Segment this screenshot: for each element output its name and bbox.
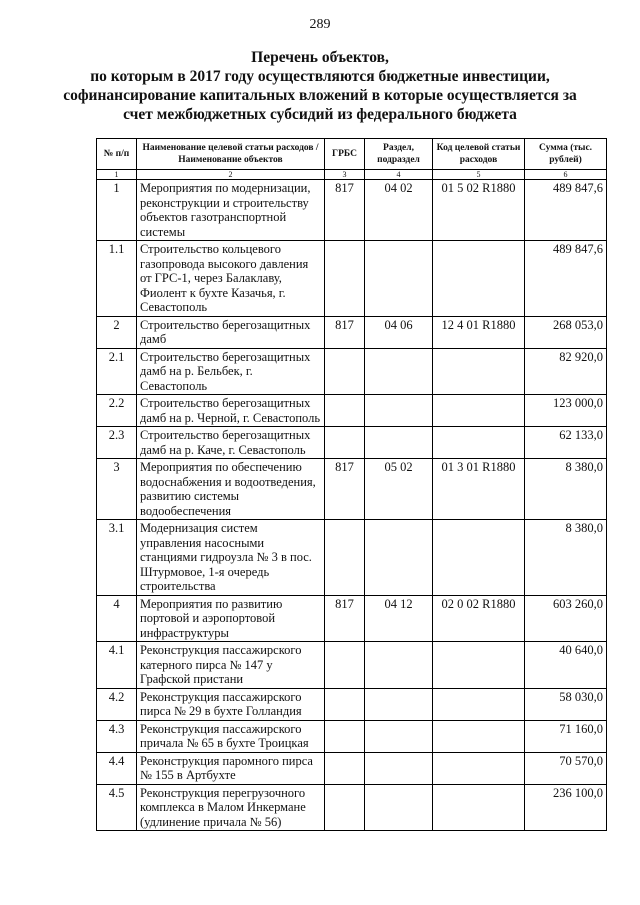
sum-value: 603 260,0 (525, 595, 607, 642)
section-code: 04 12 (365, 595, 433, 642)
table-row (97, 784, 607, 831)
table-row (97, 642, 607, 689)
table-row (97, 180, 607, 241)
page-number: 289 (309, 17, 331, 32)
objects-table (96, 138, 607, 831)
grbs-code (325, 784, 365, 831)
object-name: Реконструкция перегрузочного комплекса в Малом Инкермане (удлинение причала № 56) (137, 784, 325, 831)
grbs-code (325, 688, 365, 720)
section-code (365, 427, 433, 459)
sum-value: 489 847,6 (525, 180, 607, 241)
sum-value: 62 133,0 (525, 427, 607, 459)
row-number: 2.1 (97, 348, 137, 395)
row-number: 4.3 (97, 720, 137, 752)
section-code (365, 520, 433, 596)
object-name: Модернизация систем управления насосными станциями гидроузла № 3 в пос. Штурмовое, 1-я очередь строительства (137, 520, 325, 596)
table-header-row (97, 139, 607, 170)
sum-value: 268 053,0 (525, 316, 607, 348)
grbs-code: 817 (325, 459, 365, 520)
object-name: Мероприятия по развитию портовой и аэропортовой инфраструктуры (137, 595, 325, 642)
header-section: Раздел, подраздел (365, 139, 433, 170)
row-number: 4.1 (97, 642, 137, 689)
object-name: Строительство берегозащитных дамб на р. Бельбек, г. Севастополь (137, 348, 325, 395)
section-code (365, 720, 433, 752)
section-code (365, 395, 433, 427)
grbs-code (325, 395, 365, 427)
target-code (433, 642, 525, 689)
sum-value: 8 380,0 (525, 520, 607, 596)
column-number: 6 (525, 170, 607, 180)
sum-value: 58 030,0 (525, 688, 607, 720)
target-code (433, 688, 525, 720)
sum-value: 71 160,0 (525, 720, 607, 752)
target-code (433, 752, 525, 784)
row-number: 4 (97, 595, 137, 642)
row-number: 4.4 (97, 752, 137, 784)
grbs-code (325, 752, 365, 784)
target-code: 02 0 02 R1880 (433, 595, 525, 642)
object-name: Реконструкция паромного пирса № 155 в Артбухте (137, 752, 325, 784)
grbs-code: 817 (325, 316, 365, 348)
grbs-code (325, 427, 365, 459)
title-line-2: по которым в 2017 году осуществляются бюджетные инвестиции, (90, 68, 550, 85)
sum-value: 70 570,0 (525, 752, 607, 784)
column-number: 5 (433, 170, 525, 180)
header-grbs: ГРБС (325, 139, 365, 170)
grbs-code: 817 (325, 595, 365, 642)
sum-value: 123 000,0 (525, 395, 607, 427)
target-code (433, 520, 525, 596)
target-code: 01 3 01 R1880 (433, 459, 525, 520)
object-name: Мероприятия по обеспечению водоснабжения и водоотведения, развитию системы водообеспечения (137, 459, 325, 520)
title-line-1: Перечень объектов, (251, 49, 389, 66)
table-row (97, 720, 607, 752)
target-code (433, 720, 525, 752)
table-row (97, 688, 607, 720)
object-name: Строительство берегозащитных дамб на р. Черной, г. Севастополь (137, 395, 325, 427)
column-number: 1 (97, 170, 137, 180)
grbs-code (325, 520, 365, 596)
object-name: Мероприятия по модернизации, реконструкции и строительству объектов газотранспортной системы (137, 180, 325, 241)
table-row (97, 752, 607, 784)
sum-value: 489 847,6 (525, 241, 607, 317)
target-code (433, 784, 525, 831)
table-row (97, 395, 607, 427)
table-row (97, 241, 607, 317)
header-name: Наименование целевой статьи расходов / Наименование объектов (137, 139, 325, 170)
section-code: 05 02 (365, 459, 433, 520)
section-code: 04 06 (365, 316, 433, 348)
object-name: Строительство берегозащитных дамб на р. Каче, г. Севастополь (137, 427, 325, 459)
grbs-code (325, 720, 365, 752)
row-number: 4.5 (97, 784, 137, 831)
column-number: 3 (325, 170, 365, 180)
sum-value: 82 920,0 (525, 348, 607, 395)
sum-value: 40 640,0 (525, 642, 607, 689)
header-code: Код целевой статьи расходов (433, 139, 525, 170)
section-code (365, 348, 433, 395)
object-name: Строительство берегозащитных дамб (137, 316, 325, 348)
object-name: Реконструкция пассажирского пирса № 29 в бухте Голландия (137, 688, 325, 720)
row-number: 2.3 (97, 427, 137, 459)
object-name: Строительство кольцевого газопровода высокого давления от ГРС-1, через Балаклаву, Фиолент к бухте Казачья, г. Севастополь (137, 241, 325, 317)
header-sum: Сумма (тыс. рублей) (525, 139, 607, 170)
document-title (60, 48, 580, 124)
row-number: 4.2 (97, 688, 137, 720)
table-row (97, 427, 607, 459)
section-code (365, 642, 433, 689)
sum-value: 8 380,0 (525, 459, 607, 520)
table-row (97, 520, 607, 596)
object-name: Реконструкция пассажирского причала № 65 в бухте Троицкая (137, 720, 325, 752)
row-number: 2.2 (97, 395, 137, 427)
object-name: Реконструкция пассажирского катерного пирса № 147 у Графской пристани (137, 642, 325, 689)
target-code (433, 348, 525, 395)
column-numbers-row (97, 170, 607, 180)
table-row (97, 459, 607, 520)
section-code (365, 784, 433, 831)
target-code (433, 395, 525, 427)
row-number: 1 (97, 180, 137, 241)
title-line-3: софинансирование капитальных вложений в которые осуществляется за (63, 87, 577, 104)
grbs-code (325, 348, 365, 395)
row-number: 2 (97, 316, 137, 348)
section-code: 04 02 (365, 180, 433, 241)
section-code (365, 752, 433, 784)
table-row (97, 316, 607, 348)
target-code (433, 427, 525, 459)
section-code (365, 241, 433, 317)
grbs-code (325, 241, 365, 317)
header-no: № п/п (97, 139, 137, 170)
row-number: 1.1 (97, 241, 137, 317)
row-number: 3 (97, 459, 137, 520)
grbs-code (325, 642, 365, 689)
target-code: 12 4 01 R1880 (433, 316, 525, 348)
section-code (365, 688, 433, 720)
table-body (97, 180, 607, 831)
table-row (97, 348, 607, 395)
row-number: 3.1 (97, 520, 137, 596)
sum-value: 236 100,0 (525, 784, 607, 831)
title-line-4: счет межбюджетных субсидий из федерального бюджета (123, 106, 517, 123)
column-number: 2 (137, 170, 325, 180)
target-code: 01 5 02 R1880 (433, 180, 525, 241)
target-code (433, 241, 525, 317)
table-row (97, 595, 607, 642)
column-number: 4 (365, 170, 433, 180)
grbs-code: 817 (325, 180, 365, 241)
